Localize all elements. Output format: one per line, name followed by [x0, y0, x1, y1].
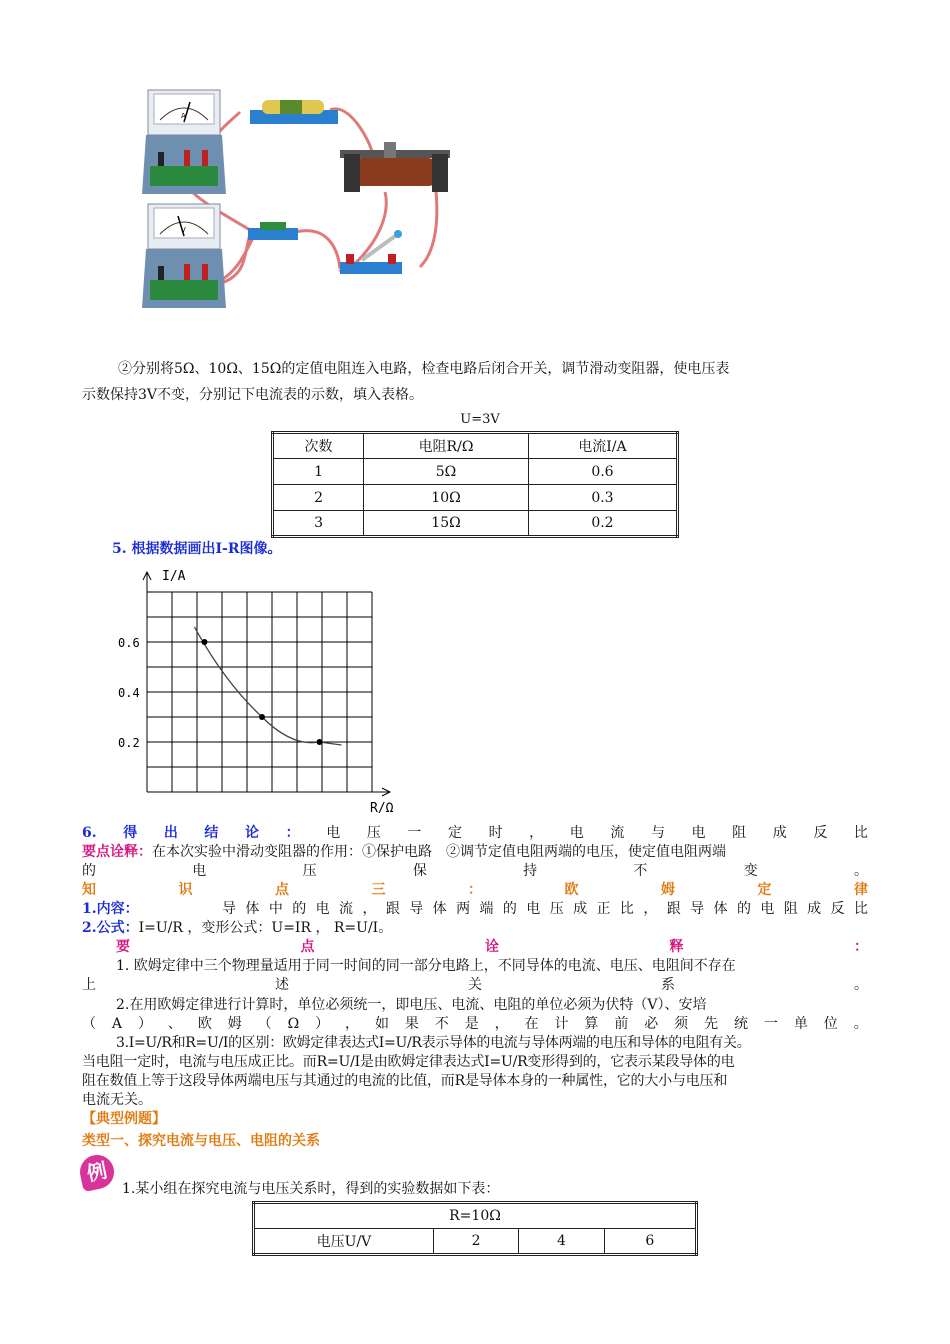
point-3-line3: 阻在数值上等于这段导体两端电压与其通过的电流的比值，而R是导体本身的一种属性，它的大小与电压和 [82, 1073, 728, 1089]
key-point-text: 在本次实验中滑动变阻器的作用：①保护电路 ②调节定值电阻两端的电压，使定值电阻两端 [152, 844, 726, 860]
point-cont-char: ， [345, 1016, 360, 1032]
content-text-char: 压 [549, 901, 564, 917]
key-point-cont-char: 变 [743, 863, 758, 879]
content-text-char: 两 [456, 901, 471, 917]
circuit-diagram [140, 82, 470, 317]
content-text-char: 比 [619, 901, 634, 917]
section-heading-char: 姆 [661, 882, 675, 898]
table1-cell: 0.6 [528, 459, 677, 485]
section-heading-char: 定 [757, 882, 772, 898]
data-table-u3v [271, 431, 679, 538]
point-cont-char: A [111, 1016, 123, 1032]
content-text-char: 导 [409, 901, 424, 917]
step2-line2: 示数保持3V不变，分别记下电流表的示数，填入表格。 [82, 387, 424, 403]
content-text [222, 900, 868, 918]
content-text-char: 端 [479, 901, 494, 917]
point-2-cont [82, 1015, 868, 1033]
conclusion-label-char: ： [285, 825, 300, 841]
table1-cell: 5Ω [364, 459, 529, 485]
example-badge [77, 1152, 117, 1192]
point-cont-char: （ [257, 1016, 272, 1032]
content-text-char: 流 [339, 901, 354, 917]
conclusion-text-char: 反 [813, 825, 828, 841]
key-point-heading-char: 点 [300, 939, 315, 955]
point-1-cont [82, 976, 868, 994]
conclusion-text-char: 比 [853, 825, 868, 841]
content-text-char: 的 [736, 901, 751, 917]
chart-y-axis [143, 572, 151, 792]
table1-cell: 0.3 [528, 485, 677, 511]
key-point-cont-char: 电 [192, 863, 207, 879]
table1-cell: 10Ω [364, 485, 529, 511]
point-cont-char: Ω [287, 1016, 300, 1032]
key-point-cont-char: 持 [523, 863, 538, 879]
content-text-char: 比 [853, 901, 868, 917]
point-cont-char: 。 [853, 1016, 868, 1032]
conclusion-text-char: ， [529, 825, 544, 841]
content-text-char: 导 [222, 901, 236, 917]
chart-ytick: 0.6 [118, 636, 140, 650]
conclusion-label-char: 论 [245, 825, 259, 841]
point-cont-char: ， [494, 1016, 509, 1032]
point-cont-char: 一 [763, 1016, 778, 1032]
table1-cell: 0.2 [528, 511, 677, 537]
point-3-line1: 3.I=U/R和R=U/I的区别：欧姆定律表达式I=U/R表示导体的电流与导体两端的电压和导体的电阻有关。 [116, 1035, 751, 1051]
table2-cell: 6 [604, 1229, 696, 1255]
chart-ytick: 0.2 [118, 736, 140, 750]
point-cont-char: 单 [793, 1016, 808, 1032]
key-point-heading-char: ： [854, 939, 868, 955]
point-cont-char: 、 [167, 1016, 182, 1032]
conclusion-text-char: 时 [488, 825, 503, 841]
point-cont-char: 果 [404, 1016, 419, 1032]
table1-header: 次数 [273, 433, 364, 459]
content-text-char: 体 [245, 901, 260, 917]
key-point-label: 要点诠释： [82, 844, 152, 860]
section-heading-char: 点 [275, 882, 289, 898]
chart-series-line [195, 627, 342, 745]
point-cont-char: 须 [674, 1016, 689, 1032]
section-heading-char: 律 [854, 882, 868, 898]
point-cont-char: 述 [275, 977, 289, 993]
section-heading-char: ： [468, 882, 482, 898]
key-point-heading-char: 释 [669, 939, 684, 955]
section-heading-char: 知 [82, 882, 96, 898]
content-text-char: 阻 [783, 901, 798, 917]
content-text-char: 成 [807, 901, 822, 917]
examples-title: 【典型例题】 [82, 1111, 166, 1127]
point-cont-char: 上 [82, 977, 96, 993]
section-heading-char: 识 [178, 882, 193, 898]
content-text-char: ， [362, 901, 377, 917]
section-heading-char: 三 [371, 882, 386, 898]
point-cont-char: ） [315, 1016, 330, 1032]
key-point-2-heading [116, 938, 868, 956]
type1-heading: 类型一、探究电流与电压、电阻的关系 [82, 1133, 320, 1149]
point-cont-char: 必 [644, 1016, 659, 1032]
table1-cell: 1 [273, 459, 364, 485]
conclusion-text-char: 成 [772, 825, 787, 841]
point-cont-char: 计 [554, 1016, 569, 1032]
rheostat [340, 142, 450, 192]
svg-text:A: A [181, 112, 186, 120]
content-text-char: 中 [268, 901, 283, 917]
conclusion-text-char: 定 [447, 825, 462, 841]
point-3-line4: 电流无关。 [82, 1092, 152, 1108]
chart-x-axis [147, 788, 390, 796]
point-cont-char: 先 [704, 1016, 719, 1032]
point-cont-char: 不 [434, 1016, 449, 1032]
key-point-cont-char: 压 [302, 863, 317, 879]
section3-heading [82, 881, 868, 899]
switch [340, 230, 402, 274]
fixed-resistor [248, 222, 298, 240]
point-cont-char: （ [82, 1016, 96, 1032]
ohm-content [82, 900, 868, 918]
conclusion-text-char: 流 [610, 825, 625, 841]
i-r-chart [110, 562, 410, 822]
formula-text: I=U/R ，变形公式：U=IR ， R=U/I。 [138, 920, 393, 936]
key-point-heading-char: 诠 [485, 939, 499, 955]
table1-caption: U=3V [460, 412, 500, 427]
point-1: 1. 欧姆定律中三个物理量适用于同一时间的同一部分电路上，不同导体的电流、电压、电阻间不存在 [116, 958, 736, 974]
content-text-char: 跟 [666, 901, 681, 917]
content-text-char: 体 [432, 901, 447, 917]
point-3-line2: 当电阻一定时，电流与电压成正比。而R=U/I是由欧姆定律表达式I=U/R变形得到的，它表示某段导体的电 [82, 1054, 735, 1070]
chart-data-point [202, 639, 208, 645]
conclusion-label-char: 出 [163, 825, 178, 841]
step2-line1: ②分别将5Ω、10Ω、15Ω的定值电阻连入电路，检查电路后闭合开关，调节滑动变阻器，使电压表 [118, 361, 730, 377]
table1-cell: 15Ω [364, 511, 529, 537]
conclusion-text-char: 电 [691, 825, 706, 841]
content-text-char: 的 [502, 901, 517, 917]
conclusion-label-char: 6. [82, 825, 97, 841]
conclusion-text-char: 阻 [732, 825, 747, 841]
content-text-char: 跟 [385, 901, 400, 917]
step5-heading: 5. 根据数据画出I-R图像。 [112, 541, 282, 557]
conclusion-label-char: 得 [123, 825, 138, 841]
data-table-r10 [252, 1201, 698, 1256]
conclusion-text-char: 电 [569, 825, 584, 841]
table2-header: R=10Ω [254, 1203, 697, 1229]
svg-text:V: V [181, 226, 186, 234]
point-cont-char: 。 [854, 977, 868, 993]
content-text-char: 电 [760, 901, 775, 917]
point-cont-char: 前 [614, 1016, 629, 1032]
point-cont-char: 统 [734, 1016, 749, 1032]
conclusion-label-char: 结 [204, 825, 219, 841]
conclusion-text-char: 与 [650, 825, 665, 841]
conclusion-text-char: 一 [407, 825, 422, 841]
section-heading-char: 欧 [564, 882, 579, 898]
ohm-formula [82, 919, 868, 937]
point-2: 2.在用欧姆定律进行计算时，单位必须统一，即电压、电流、电阻的单位必须为伏特（V）、安培 [116, 997, 707, 1013]
key-point-cont-char: 的 [82, 863, 96, 879]
battery-holder [250, 100, 338, 124]
point-cont-char: 欧 [197, 1016, 212, 1032]
table1-header: 电流I/A [528, 433, 677, 459]
table1-cell: 3 [273, 511, 364, 537]
content-text-char: 反 [830, 901, 845, 917]
conclusion-text-char: 压 [366, 825, 381, 841]
key-point-1 [82, 843, 868, 861]
key-point-cont-char: 。 [853, 863, 868, 879]
content-text-char: 正 [596, 901, 611, 917]
chart-ylabel: I/A [162, 569, 186, 584]
chart-ytick: 0.4 [118, 686, 140, 700]
content-text-char: 电 [315, 901, 330, 917]
key-point-cont-char: 不 [633, 863, 648, 879]
content-text-char: ， [643, 901, 658, 917]
point-cont-char: ） [137, 1016, 152, 1032]
formula-label: 2.公式： [82, 920, 139, 936]
point-cont-char: 位 [823, 1016, 838, 1032]
content-label: 1.内容： [82, 901, 139, 917]
point-cont-char: 如 [374, 1016, 389, 1032]
content-text-char: 电 [526, 901, 541, 917]
table1-cell: 2 [273, 485, 364, 511]
content-text-char: 体 [713, 901, 728, 917]
table2-cell: 4 [519, 1229, 604, 1255]
table1-header: 电阻R/Ω [364, 433, 529, 459]
content-text-char: 的 [292, 901, 307, 917]
question-1: 1.某小组在探究电流与电压关系时，得到的实验数据如下表： [122, 1181, 500, 1197]
point-cont-char: 是 [464, 1016, 479, 1032]
key-point-heading-char: 要 [116, 939, 130, 955]
point-cont-char: 系 [661, 977, 675, 993]
key-point-cont-char: 保 [412, 863, 427, 879]
key-point-1-cont [82, 862, 868, 880]
point-cont-char: 在 [524, 1016, 539, 1032]
chart-data-point [259, 714, 265, 720]
point-cont-char: 姆 [227, 1016, 242, 1032]
point-cont-char: 关 [468, 977, 482, 993]
table2-cell: 2 [434, 1229, 519, 1255]
point-cont-char: 算 [584, 1016, 599, 1032]
content-text-char: 导 [690, 901, 705, 917]
content-text-char: 成 [573, 901, 588, 917]
chart-xlabel: R/Ω [370, 801, 394, 816]
step6-conclusion [82, 824, 868, 842]
table2-row-label: 电压U/V [254, 1229, 434, 1255]
chart-data-point [317, 739, 323, 745]
example-badge-text: 例 [84, 1158, 110, 1186]
conclusion-text-char: 电 [326, 825, 341, 841]
ammeter [142, 90, 226, 194]
voltmeter [142, 204, 226, 308]
